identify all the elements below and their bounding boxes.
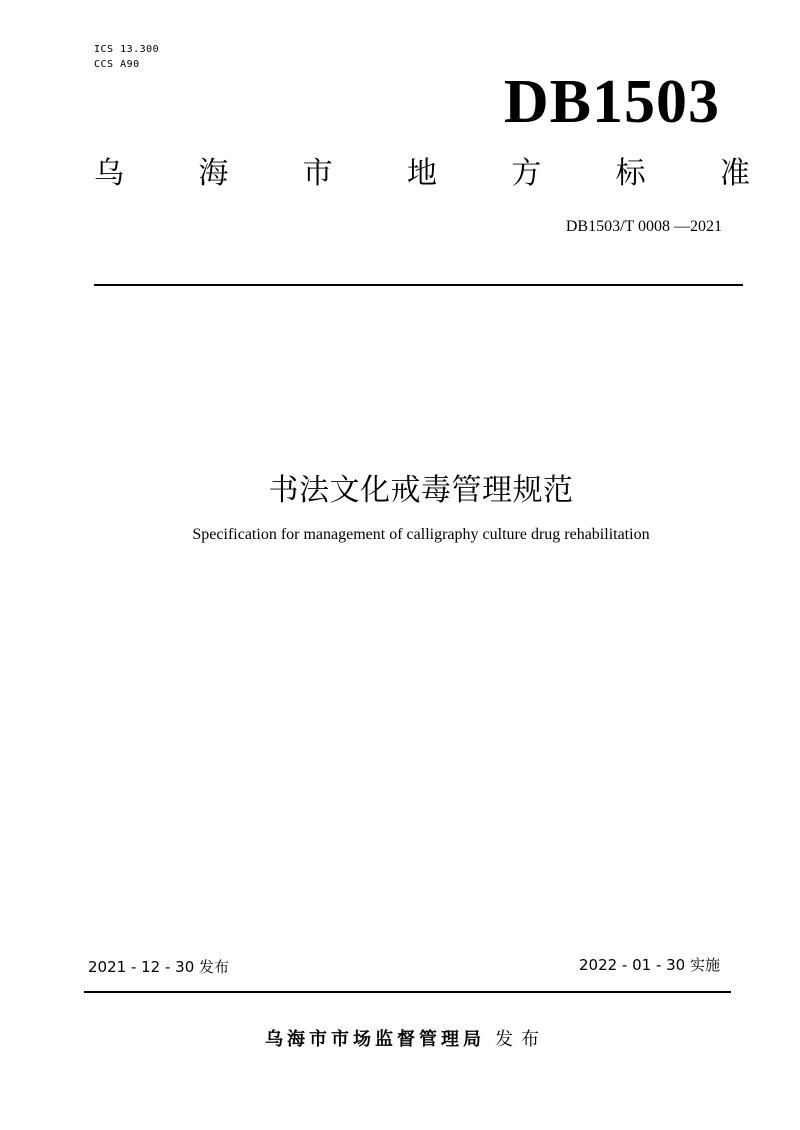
standard-type	[94, 152, 750, 196]
issuer-organization: 乌海市市场监督管理局	[265, 1029, 485, 1050]
standard-type-char: 标	[615, 156, 646, 191]
standard-number: DB1503/T 0008 —2021	[565, 218, 722, 235]
issuer	[0, 1026, 800, 1054]
implementation-date: 2022 - 01 - 30 实施	[578, 956, 720, 974]
standard-type-char: 准	[719, 156, 750, 191]
ics-code: ICS 13.300	[94, 44, 160, 55]
standard-type-char: 方	[511, 156, 542, 191]
title-chinese: 书法文化戒毒管理规范	[268, 473, 574, 508]
ccs-code: CCS A90	[94, 59, 140, 70]
issuer-action: 发布	[495, 1029, 547, 1050]
standard-type-char: 市	[302, 156, 333, 191]
standard-type-char: 海	[198, 156, 229, 191]
standard-type-char: 地	[406, 156, 437, 191]
header-divider	[94, 284, 743, 286]
footer-divider	[84, 991, 731, 993]
classification-codes	[94, 42, 159, 72]
issue-date: 2021 - 12 - 30 发布	[88, 958, 230, 976]
standard-code: DB1503	[503, 68, 720, 136]
title-english: Specification for management of calligraphy culture drug rehabilitation	[192, 526, 650, 543]
standard-type-char: 乌	[94, 156, 124, 191]
